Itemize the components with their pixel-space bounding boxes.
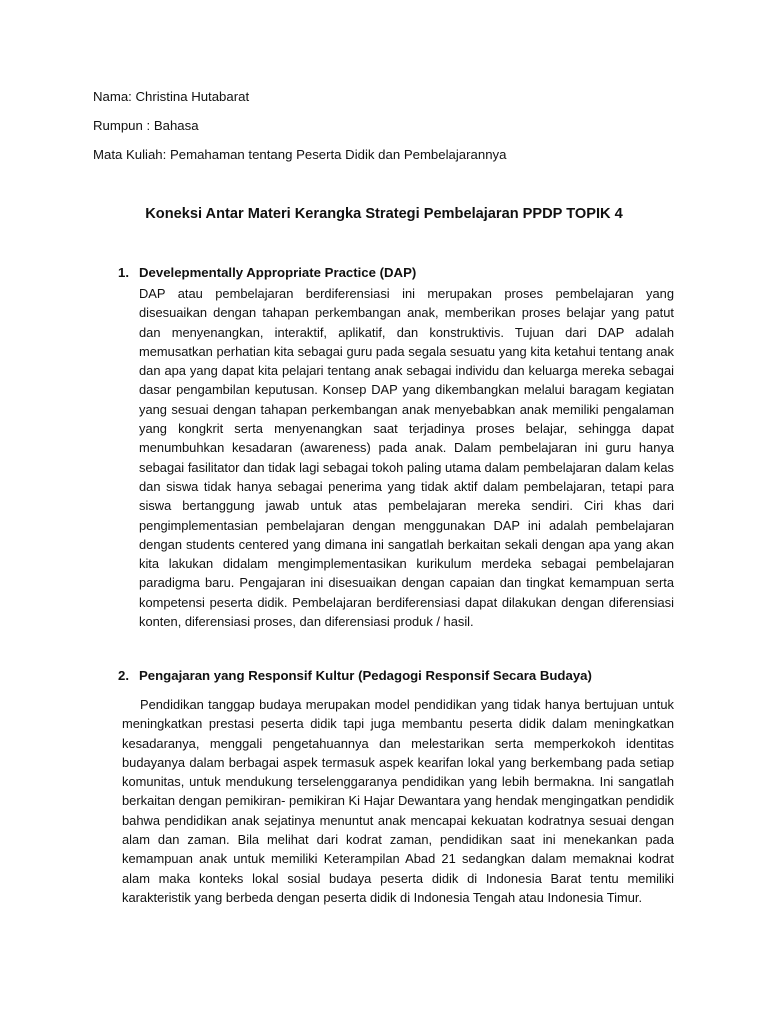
section-2-title: Pengajaran yang Responsif Kultur (Pedagogi Responsif Secara Budaya) [139,668,592,683]
document-title: Koneksi Antar Materi Kerangka Strategi Pembelajaran PPDP TOPIK 4 [145,206,623,222]
section-1-title: Develepmentally Appropriate Practice (DAP) [139,265,417,280]
section-2-body: Pendidikan tanggap budaya merupakan model pendidikan yang tidak hanya bertujuan untuk meningkatkan prestasi peserta didik tapi juga membantu peserta didik dalam meningkatkan kesadaranya, menggali pengetahuannya dan melestarikan serta memperkokoh identitas budayanya dalam berbagai aspek termasuk aspek kearifan lokal yang berkembang pada setiap komunitas, untuk mendukung terselenggaranya pendidikan yang lebih bermakna. Ini sangatlah berkaitan dengan pemikiran- pemikiran Ki Hajar Dewantara yang hendak mengingatkan pendidik bahwa pendidikan anak sejatinya menuntut anak mencapai kekuatan kodratnya sesuai dengan alam dan zaman. Bila melihat dari kodrat zaman, pendidikan saat ini menekankan pada kemampuan anak untuk memiliki Keterampilan Abad 21 sedangkan dalam memaknai kodrat alam maka konteks lokal sosial budaya peserta didik di Indonesia Barat tentu memiliki karakteristik yang berbeda dengan peserta didik di Indonesia Tengah atau Indonesia Timur. [122,697,674,905]
course-line: Mata Kuliah: Pemahaman tentang Peserta Didik dan Pembelajarannya [93,147,507,162]
section-1-number: 1. [118,265,129,280]
rumpun-line: Rumpun : Bahasa [93,118,199,133]
section-2-heading [118,668,592,684]
section-1-heading [118,265,416,281]
author-name-line: Nama: Christina Hutabarat [93,89,250,104]
section-2-number: 2. [118,668,129,683]
section-1-body: DAP atau pembelajaran berdiferensiasi ini merupakan proses pembelajaran yang disesuaikan dengan tahapan perkembangan anak, memberikan proses belajar yang patut dan menyenangkan, interaktif, aplikatif, dan konstruktivis. Tujuan dari DAP adalah memusatkan perhatian kita sebagai guru pada segala sesuatu yang kita ketahui tentang anak dan apa yang dapat kita pelajari tentang anak sebagai individu dan keluarga mereka sebagai dasar pengambilan keputusan. Konsep DAP yang dikembangkan melalui baragam kegiatan yang sesuai dengan tahapan perkembangan anak menyebabkan anak memiliki pengalaman yang kongkrit serta menyenangkan saat terjadinya proses belajar, sehingga dapat menumbuhkan kesadaran (awareness) pada anak. Dalam pembelajaran ini guru hanya sebagai fasilitator dan tidak lagi sebagai tokoh paling utama dalam pembelajaran dalam kelas dan siswa tidak hanya sebagai penerima yang tidak aktif dalam pembelajaran, tetapi para siswa bertanggung jawab untuk atas pembelajaran mereka sendiri. Ciri khas dari pengimplementasian pembelajaran dengan menggunakan DAP ini adalah pembelajaran dengan students centered yang dimana ini sangatlah berkaitan sekali dengan apa yang akan kita lakukan didalam mengimplementasikan kurikulum merdeka sebagai pembelajaran paradigma baru. Pengajaran ini disesuaikan dengan capaian dan tingkat kemampuan serta kompetensi peserta didik. Pembelajaran berdiferensiasi dapat dilakukan dengan diferensiasi konten, diferensiasi proses, dan diferensiasi produk / hasil. [139,286,674,630]
